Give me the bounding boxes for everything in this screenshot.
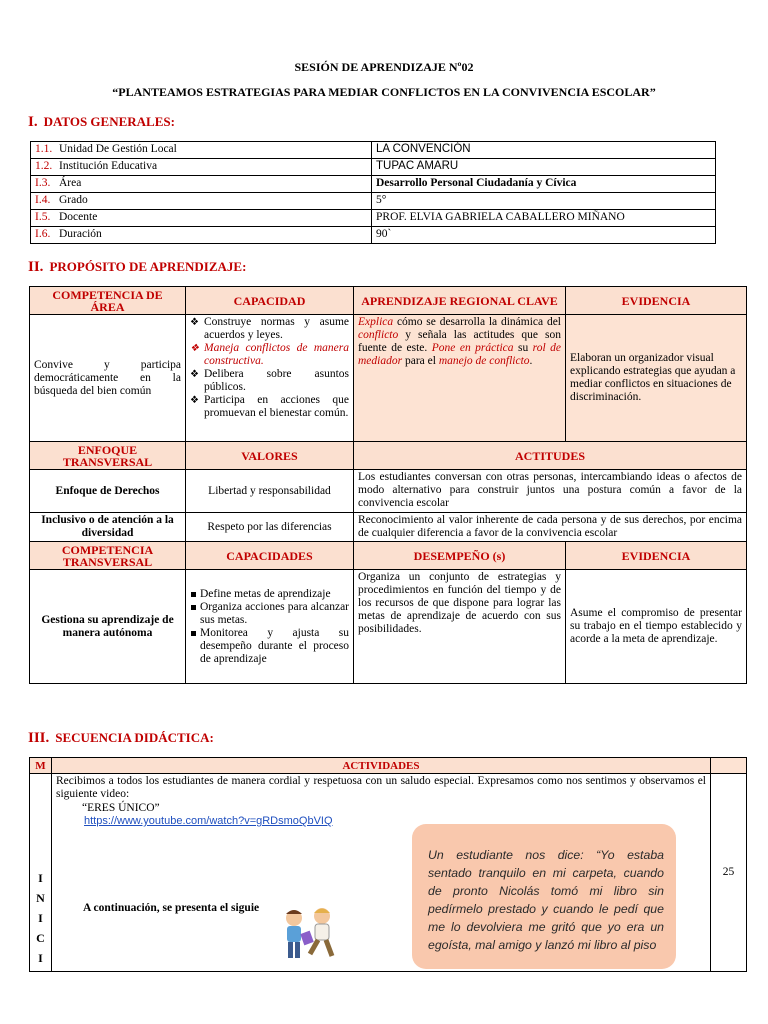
general-label-cell: [31, 193, 372, 210]
general-number: 1.2.: [35, 160, 53, 172]
general-label-cell: [31, 176, 372, 193]
header-attitudes: ACTITUDES: [354, 442, 747, 470]
header-learning: APRENDIZAJE REGIONAL CLAVE: [354, 287, 566, 315]
figure-leg: [288, 942, 293, 958]
general-row: [31, 142, 716, 159]
general-number: I.4.: [35, 194, 51, 206]
general-value: 90`: [372, 227, 716, 244]
general-label-cell: [31, 210, 372, 227]
general-label: Institución Educativa: [59, 160, 158, 172]
intro-text: Recibimos a todos los estudiantes de manera cordial y respetuosa con un saludo especial. Expresamos como nos sentimos y observamos el siguiente video:: [56, 775, 706, 800]
general-row: [31, 210, 716, 227]
general-value: Desarrollo Personal Ciudadanía y Cívica: [372, 176, 716, 193]
text-fragment: Pone en práctica: [431, 342, 514, 354]
header-transversal: COMPETENCIA TRANSVERSAL: [30, 542, 186, 570]
header-activities: ACTIVIDADES: [52, 758, 711, 774]
general-value: 5°: [372, 193, 716, 210]
capacity-item: Define metas de aprendizaje: [190, 588, 349, 601]
moment-letter: N: [36, 890, 45, 905]
section-label: SECUENCIA DIDÁCTICA:: [55, 730, 214, 745]
competence-text: Convive y participa democráticamente en la búsqueda del bien común: [30, 315, 186, 442]
video-link[interactable]: https://www.youtube.com/watch?v=gRDsmoQbVIQ: [84, 815, 333, 827]
text-fragment: y señala las actitudes que son fuente de este.: [358, 329, 561, 354]
general-label-cell: [31, 227, 372, 244]
purpose-table: [29, 286, 747, 684]
moment-letter: I: [38, 870, 43, 885]
section-number: II.: [28, 259, 44, 275]
header-capacity: CAPACIDAD: [186, 287, 354, 315]
capacity-list: [186, 315, 354, 442]
figure-shirt: [287, 926, 301, 942]
quote-bubble: Un estudiante nos dice: “Yo estaba sentado tranquilo en mi carpeta, cuando de pronto Nicolás tomó mi libro sin pedírmelo prestado y cuando le pedí que me lo devolviera me gritó que yo era un egoísta, mal amigo y lanzó mi libro al piso: [412, 824, 676, 969]
header-evidence-2: EVIDENCIA: [566, 542, 747, 570]
header-approach: ENFOQUE TRANSVERSAL: [30, 442, 186, 470]
text-fragment: manejo de conflicto: [438, 355, 530, 367]
capacity-item-highlight: ❖ Maneja conflictos de manera constructiva.: [190, 342, 349, 368]
general-number: I.3.: [35, 177, 51, 189]
section-sequence-heading: [28, 730, 214, 747]
video-title: “ERES ÚNICO”: [82, 802, 160, 814]
activities-cell: [52, 774, 711, 972]
section-purpose-heading: [28, 259, 246, 276]
evidence-text-2: Asume el compromiso de presentar su trabajo en el tiempo establecido y acorde a la meta de aprendizaje.: [566, 570, 747, 684]
figure-leg: [295, 942, 300, 958]
text-fragment: para el: [402, 355, 439, 367]
text-fragment: su: [513, 342, 533, 354]
book-icon: [300, 931, 314, 946]
capacities-list: [186, 570, 354, 684]
learning-text: [354, 315, 566, 442]
general-row: [31, 176, 716, 193]
text-fragment: conflicto: [358, 329, 399, 341]
page-title: “PLANTEAMOS ESTRATEGIAS PARA MEDIAR CONFLICTOS EN LA CONVIVENCIA ESCOLAR”: [112, 85, 656, 99]
capacity-item: ❖ Construye normas y asume acuerdos y leyes.: [190, 316, 349, 342]
header-evidence: EVIDENCIA: [566, 287, 747, 315]
value-text: Libertad y responsabilidad: [186, 470, 354, 513]
text-fragment: Explica: [358, 316, 394, 328]
figure-leg: [326, 940, 332, 956]
capacity-item: ❖ Participa en acciones que promuevan el bienestar común.: [190, 394, 349, 420]
transversal-competence: Gestiona su aprendizaje de manera autónoma: [30, 570, 186, 684]
students-illustration: [274, 902, 344, 972]
header-competence: COMPETENCIA DE ÁREA: [30, 287, 186, 315]
performance-text: Organiza un conjunto de estrategias y procedimientos en función del tiempo y de los recursos de que dispone para lograr las metas de aprendizaje de acuerdo con sus posibilidades.: [354, 570, 566, 684]
value-text: Respeto por las diferencias: [186, 513, 354, 542]
general-label-cell: [31, 142, 372, 159]
header-values: VALORES: [186, 442, 354, 470]
text-fragment: rol de mediador: [358, 342, 561, 367]
figure-hair: [314, 909, 330, 914]
general-value: LA CONVENCIÓN: [372, 142, 716, 159]
general-label: Unidad De Gestión Local: [59, 143, 177, 155]
capacity-item: Monitorea y ajusta su desempeño durante el proceso de aprendizaje: [190, 627, 349, 666]
general-number: I.6.: [35, 228, 51, 240]
general-number: I.5.: [35, 211, 51, 223]
general-label: Duración: [59, 228, 102, 240]
header-time: [711, 758, 747, 774]
next-text: A continuación, se presenta el siguie: [83, 902, 260, 914]
section-general-heading: [28, 114, 175, 131]
general-number: 1.1.: [35, 143, 53, 155]
header-moment: M: [30, 758, 52, 774]
general-value: PROF. ELVIA GABRIELA CABALLERO MIÑANO: [372, 210, 716, 227]
capacity-item: Organiza acciones para alcanzar sus metas.: [190, 601, 349, 627]
attitude-text: Los estudiantes conversan con otras personas, intercambiando ideas o afectos de modo alternativo para construir juntos una postura común a favor de la convivencia escolar: [354, 470, 747, 513]
attitude-text: Reconocimiento al valor inherente de cada persona y de sus derechos, por encima de cualquier diferencia a favor de la convivencia escolar: [354, 513, 747, 542]
text-fragment: .: [529, 355, 533, 367]
figure-hair: [286, 910, 302, 914]
evidence-text: Elaboran un organizador visual explicando estrategias que ayudan a mediar conflictos en situaciones de discriminación.: [566, 315, 747, 442]
section-number: III.: [28, 730, 50, 746]
general-value: TUPAC AMARU: [372, 159, 716, 176]
time-cell: 25: [711, 774, 747, 972]
general-data-table: [30, 141, 716, 244]
general-row: [31, 193, 716, 210]
general-row: [31, 159, 716, 176]
general-label-cell: [31, 159, 372, 176]
moment-inicio: [30, 774, 52, 972]
general-label: Grado: [59, 194, 88, 206]
section-number: I.: [28, 114, 38, 130]
sequence-table: [29, 757, 747, 972]
moment-letter: I: [38, 950, 43, 965]
general-row: [31, 227, 716, 244]
moment-letter: I: [38, 910, 43, 925]
moment-letter: C: [36, 930, 45, 945]
header-performance: DESEMPEÑO (s): [354, 542, 566, 570]
section-label: PROPÓSITO DE APRENDIZAJE:: [49, 259, 247, 274]
general-label: Área: [59, 177, 82, 189]
text-fragment: cómo se desarrolla la dinámica del: [393, 316, 561, 328]
section-label: DATOS GENERALES:: [43, 114, 175, 129]
figure-shirt: [315, 924, 329, 940]
header-capacities: CAPACIDADES: [186, 542, 354, 570]
moment-letters: [30, 778, 51, 968]
capacity-item: ❖ Delibera sobre asuntos públicos.: [190, 368, 349, 394]
approach-name: Enfoque de Derechos: [30, 470, 186, 513]
approach-name: Inclusivo o de atención a la diversidad: [30, 513, 186, 542]
session-title: SESIÓN DE APRENDIZAJE Nº02: [294, 60, 474, 74]
general-label: Docente: [59, 211, 98, 223]
